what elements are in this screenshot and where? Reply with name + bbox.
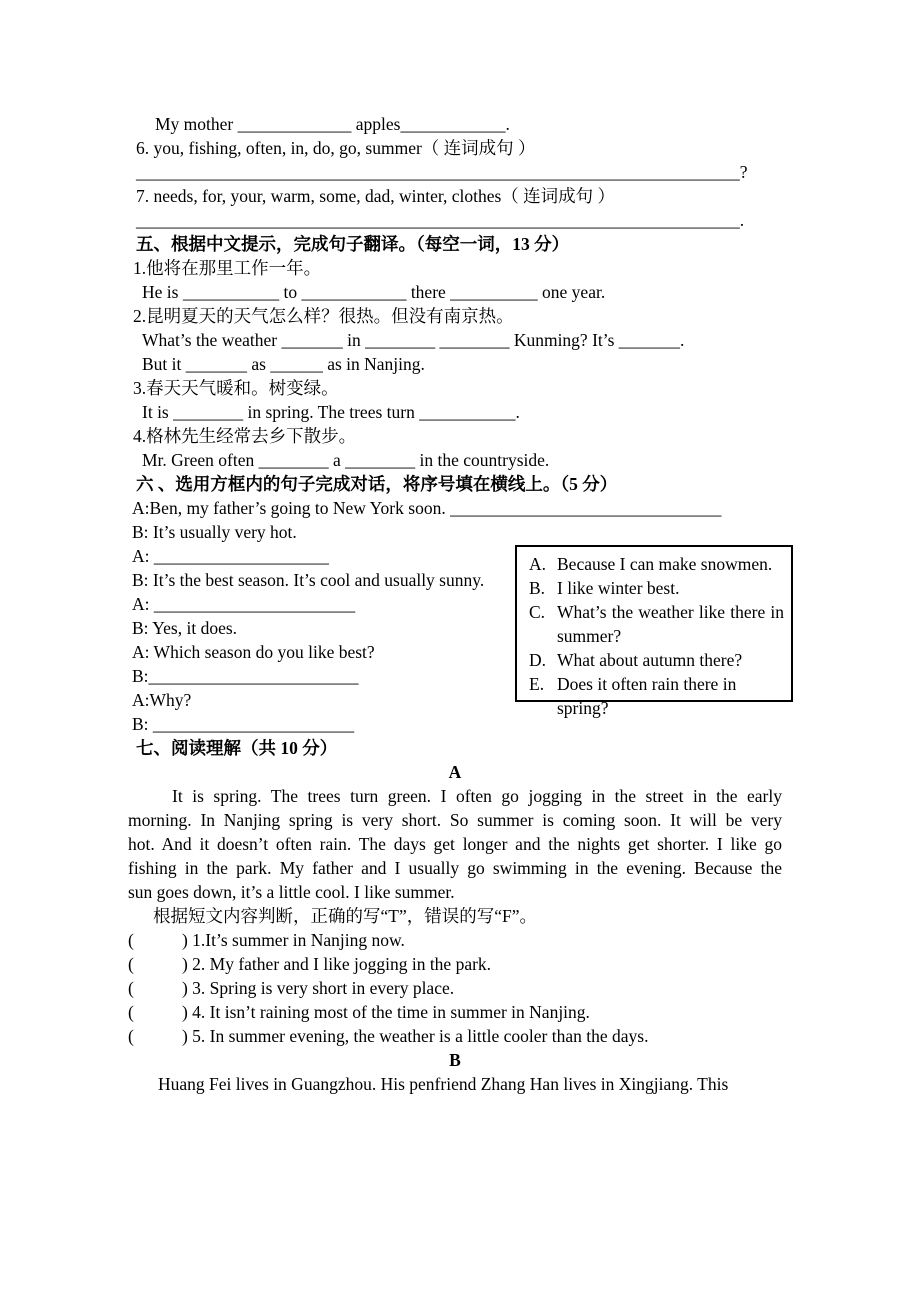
answer-blank-line: _____________________________________________________________________? — [136, 162, 748, 182]
dialogue-options-box — [515, 545, 793, 718]
section-seven-heading: 七、阅读理解（共 10 分） — [136, 738, 338, 758]
dialogue-line: A: _______________________ — [132, 594, 356, 614]
option-item-a — [529, 552, 784, 576]
true-false-item: ( ) 5. In summer evening, the weather is a little cooler than the days. — [128, 1026, 649, 1046]
passage-a-line: fishing in the park. My father and I usually go swimming in the evening. Because the — [128, 858, 782, 878]
translation-en-1: He is ___________ to ____________ there __________ one year. — [142, 282, 606, 302]
option-label: C. — [529, 602, 546, 622]
translation-en-2a: What’s the weather _______ in ________ ________ Kunming? It’s _______. — [142, 330, 685, 350]
dialogue-line: A: ____________________ — [132, 546, 329, 566]
true-false-item: ( ) 4. It isn’t raining most of the time in summer in Nanjing. — [128, 1002, 590, 1022]
dialogue-line: B: It’s the best season. It’s cool and usually sunny. — [132, 570, 485, 590]
passage-a-line: sun goes down, it’s a little cool. I like summer. — [128, 882, 455, 902]
translation-en-4: Mr. Green often ________ a ________ in the countryside. — [142, 450, 550, 470]
option-label: B. — [529, 578, 546, 598]
option-label: E. — [529, 674, 545, 694]
translation-en-3: It is ________ in spring. The trees turn ___________. — [142, 402, 520, 422]
option-item-d — [529, 648, 784, 672]
option-text-line-1: What’s the weather like there in — [557, 602, 784, 622]
option-text — [557, 600, 784, 648]
passage-b-line: Huang Fei lives in Guangzhou. His penfriend Zhang Han lives in Xingjiang. This — [158, 1074, 729, 1094]
translation-cn-1: 1.他将在那里工作一年。 — [133, 258, 322, 278]
passage-a-label: A — [448, 762, 462, 782]
translation-en-2b: But it _______ as ______ as in Nanjing. — [142, 354, 425, 374]
option-text-line-2: summer? — [557, 626, 622, 646]
dialogue-line: B: Yes, it does. — [132, 618, 238, 638]
dialogue-line: A: Which season do you like best? — [132, 642, 375, 662]
section-six-heading: 六 、选用方框内的句子完成对话，将序号填在横线上。（5 分） — [136, 474, 618, 494]
translation-cn-2: 2.昆明夏天的天气怎么样？很热。但没有南京热。 — [133, 306, 514, 326]
question-item-6: 6. you, fishing, often, in, do, go, summer（ 连词成句 ） — [136, 138, 536, 158]
option-item-b — [529, 576, 784, 600]
dialogue-line: B:________________________ — [132, 666, 359, 686]
fill-blank-sentence: My mother _____________ apples____________. — [155, 114, 510, 134]
option-item-c — [529, 600, 784, 648]
option-item-e — [529, 672, 784, 720]
true-false-item: ( ) 1.It’s summer in Nanjing now. — [128, 930, 405, 950]
translation-cn-3: 3.春天天气暖和。树变绿。 — [133, 378, 339, 398]
question-item-7: 7. needs, for, your, warm, some, dad, winter, clothes（ 连词成句 ） — [136, 186, 616, 206]
passage-a-line: hot. And it doesn’t often rain. The days get longer and the nights get shorter. I like go — [128, 834, 782, 854]
true-false-instructions: 根据短文内容判断，正确的写“T”，错误的写“F”。 — [153, 906, 537, 926]
dialogue-line: A:Why? — [132, 690, 192, 710]
option-label: D. — [529, 650, 547, 670]
dialogue-line: B: It’s usually very hot. — [132, 522, 297, 542]
true-false-item: ( ) 2. My father and I like jogging in the park. — [128, 954, 492, 974]
option-text: Because I can make snowmen. — [557, 554, 773, 574]
answer-blank-line: _____________________________________________________________________. — [136, 210, 745, 230]
option-text: I like winter best. — [557, 578, 680, 598]
passage-b-label: B — [449, 1050, 461, 1070]
passage-a-line: morning. In Nanjing spring is very short. So summer is coming soon. It will be very — [128, 810, 782, 830]
true-false-item: ( ) 3. Spring is very short in every place. — [128, 978, 455, 998]
section-five-heading: 五、根据中文提示，完成句子翻译。（每空一词，13 分） — [136, 234, 570, 254]
dialogue-line: B: _______________________ — [132, 714, 355, 734]
dialogue-line: A:Ben, my father’s going to New York soon. _______________________________ — [132, 498, 722, 518]
option-text: Does it often rain there in spring? — [557, 674, 737, 718]
option-label: A. — [529, 554, 547, 574]
passage-a-line: It is spring. The trees turn green. I often go jogging in the street in the early — [172, 786, 782, 806]
translation-cn-4: 4.格林先生经常去乡下散步。 — [133, 426, 357, 446]
option-text: What about autumn there? — [557, 650, 743, 670]
